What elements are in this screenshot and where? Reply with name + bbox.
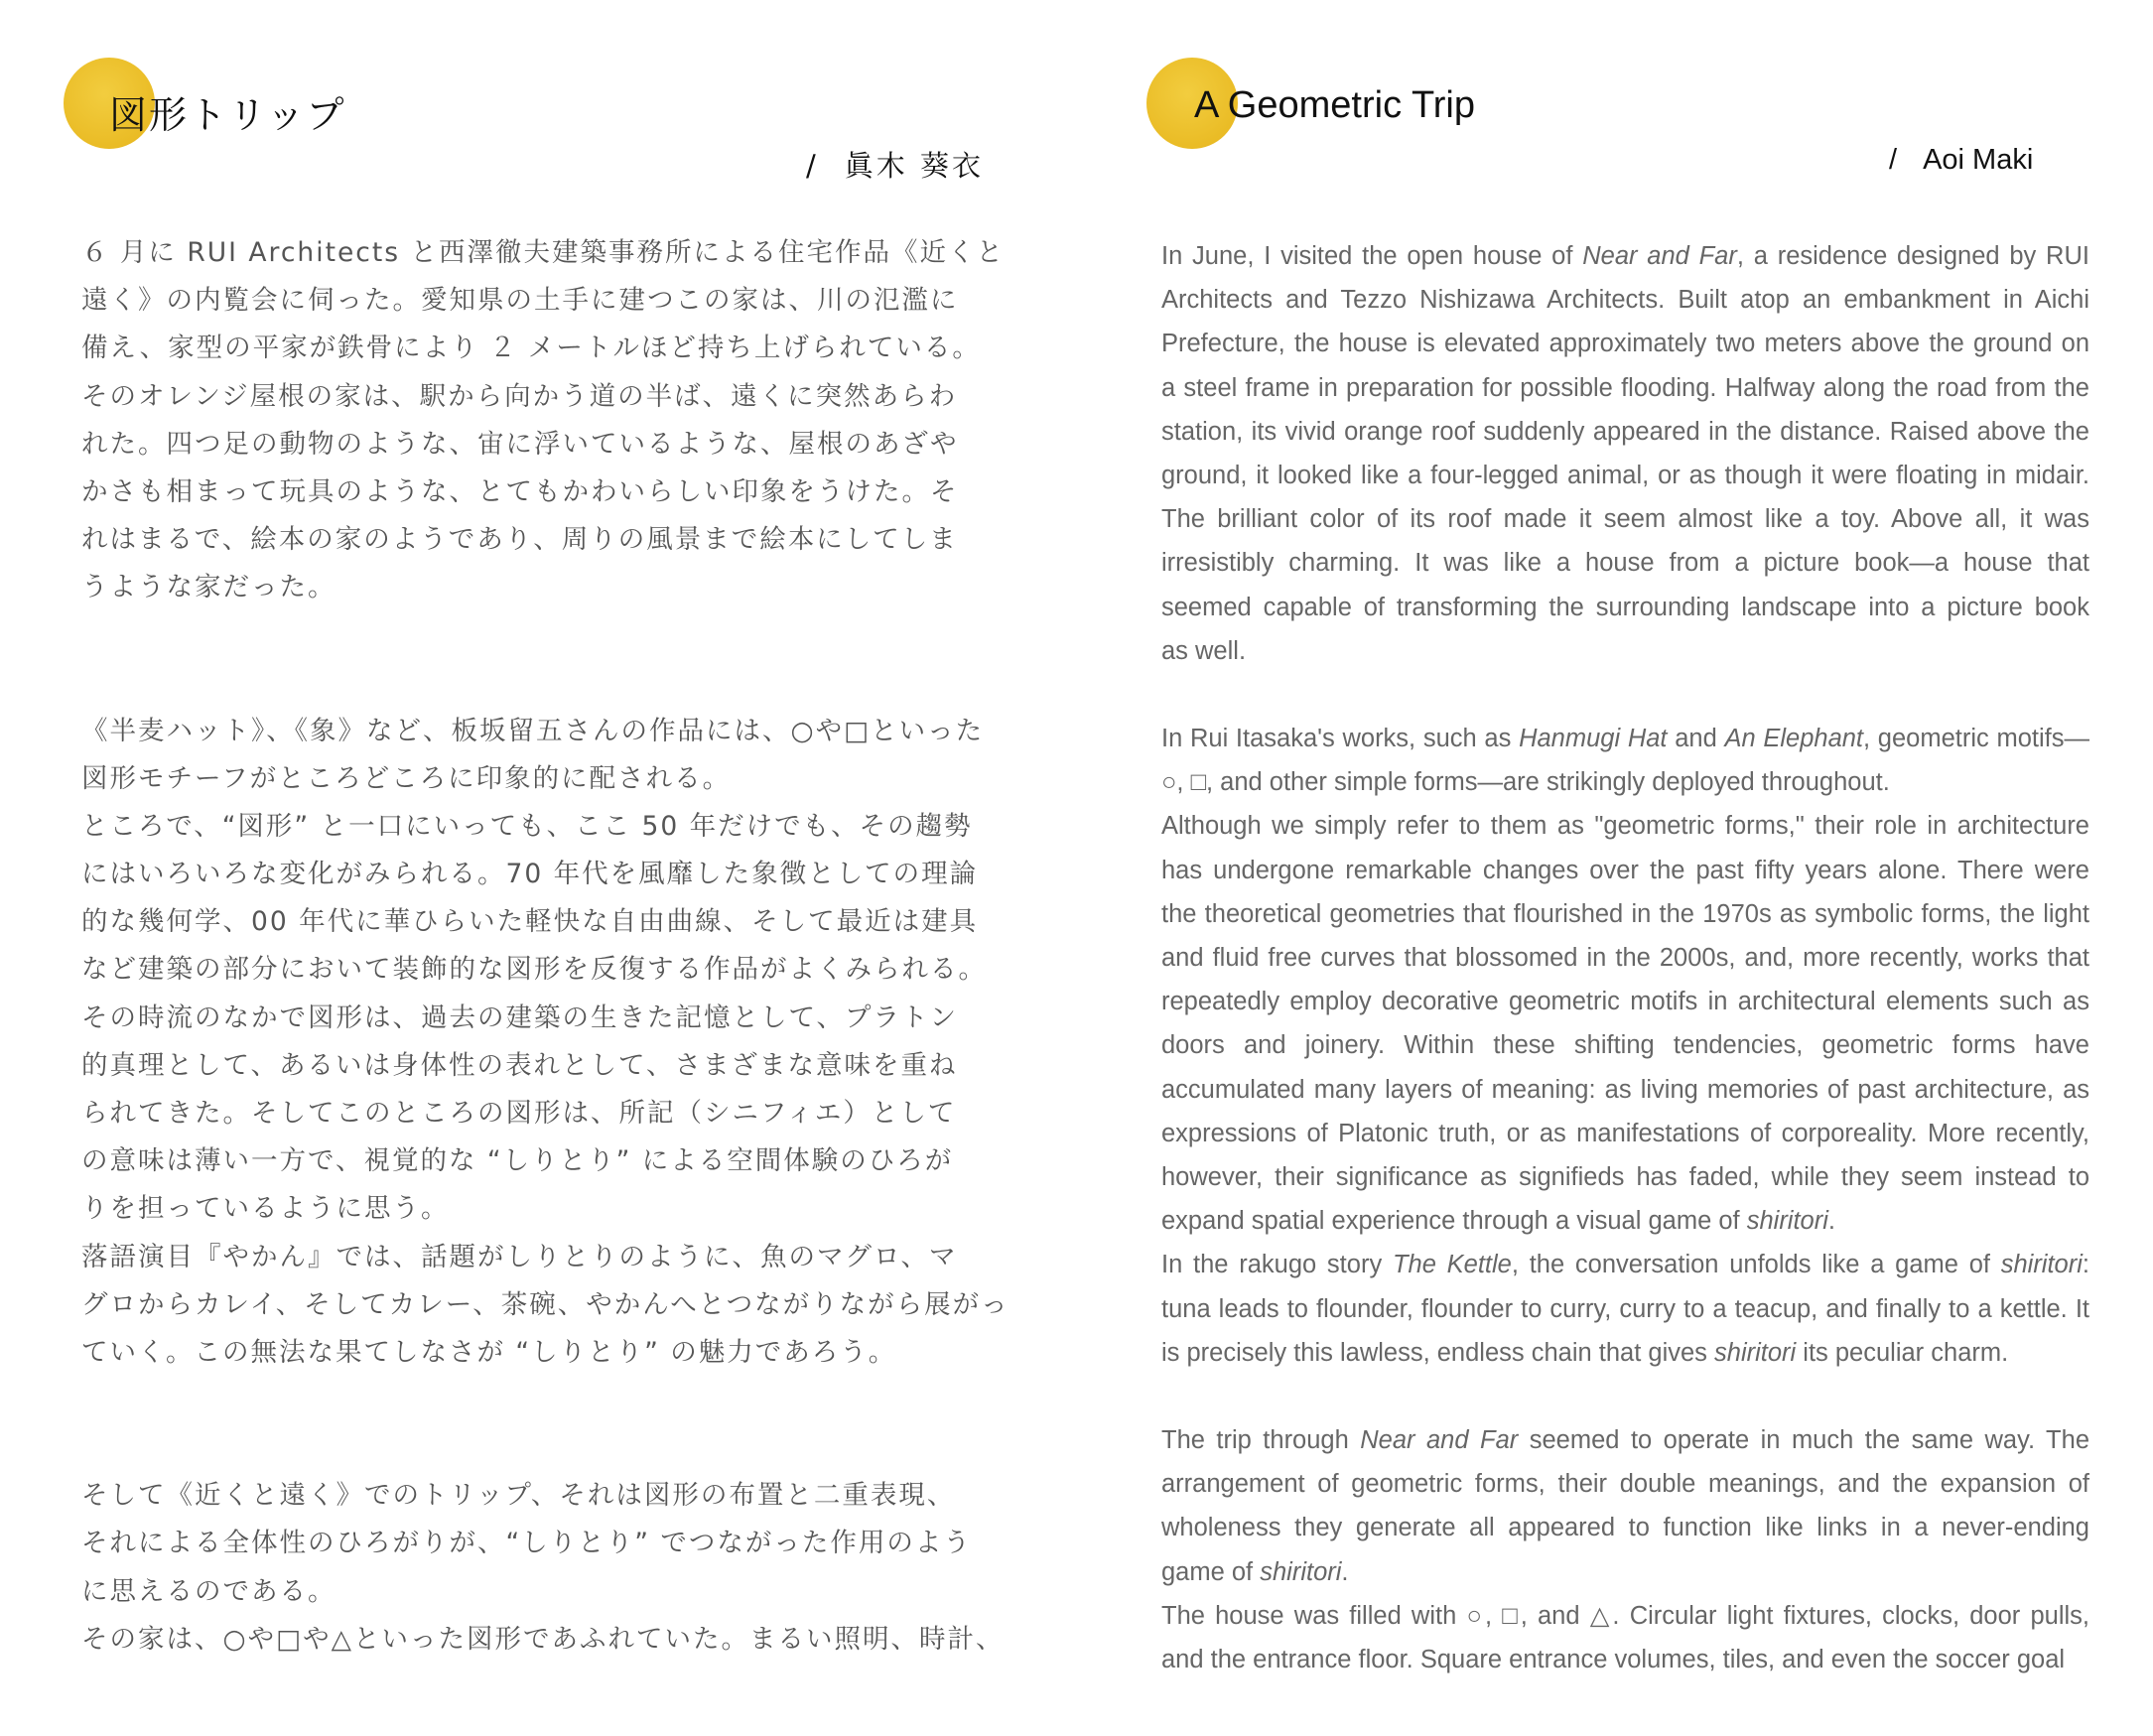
english-text-line: [1161, 936, 2089, 980]
text-run: In Rui Itasaka's works, such as: [1161, 725, 1520, 753]
text-run: , the conversation unfolds like a game of: [1511, 1251, 2001, 1279]
italic-title-text: Near and Far: [1582, 242, 1737, 270]
text-run: seemed capable of transforming the surrounding landscape into a picture book: [1161, 593, 2089, 621]
text-run: In the rakugo story: [1161, 1251, 1393, 1279]
english-title: A Geometric Trip: [1194, 84, 1475, 126]
text-run: , geometric motifs—: [1863, 725, 2089, 753]
text-run: tuna leads to flounder, flounder to curry, curry to a teacup, and finally to a kettle. It: [1161, 1294, 2089, 1323]
english-text-line: [1161, 410, 2089, 454]
italic-title-text: shiritori: [1714, 1338, 1797, 1367]
italic-title-text: shiritori: [1746, 1207, 1828, 1236]
english-text-line: [1161, 804, 2089, 848]
english-text-line: [1161, 980, 2089, 1023]
text-run: Architects and Tezzo Nishizawa Architects. Built atop an embankment in Aichi: [1161, 286, 2089, 315]
japanese-text-line: その家は、○や□や△といった図形であふれていた。まるい照明、時計、: [81, 1623, 1005, 1655]
text-run: and fluid free curves that blossomed in the 2000s, and, more recently, works that: [1161, 944, 2089, 972]
english-text-line: [1161, 278, 2089, 322]
text-run: , a residence designed by RUI: [1736, 242, 2089, 270]
text-run: ○, □, and other simple forms—are strikingly deployed throughout.: [1161, 768, 1890, 797]
japanese-text-line: れた。四つ足の動物のような、宙に浮いているような、屋根のあざや: [81, 428, 959, 460]
text-run: and: [1667, 725, 1725, 753]
japanese-text-line: ところで、“図形” と一口にいっても、ここ 50 年だけでも、その趨勢: [81, 810, 973, 842]
english-body-text: [1161, 234, 2089, 1681]
japanese-text-line: うような家だった。: [81, 572, 336, 603]
english-author-name: Aoi Maki: [1923, 144, 2034, 176]
text-run: .: [1341, 1557, 1349, 1586]
japanese-text-line: ていく。この無法な果てしなさが “しりとり” の魅力であろう。: [81, 1336, 897, 1368]
text-run: station, its vivid orange roof suddenly appeared in the distance. Raised above the: [1161, 417, 2089, 446]
text-run: Although we simply refer to them as "geometric forms," their role in architecture: [1161, 812, 2089, 841]
japanese-text-line: その時流のなかで図形は、過去の建築の生きた記憶として、プラトン: [81, 1002, 958, 1033]
english-text-line: [1161, 1287, 2089, 1331]
english-text-line: [1161, 366, 2089, 410]
english-text-line: [1161, 1023, 2089, 1067]
english-text-line: [1161, 586, 2089, 629]
text-run: :: [2082, 1251, 2089, 1279]
text-run: irresistibly charming. It was like a house from a picture book—a house that: [1161, 549, 2089, 578]
text-run: the theoretical geometries that flourished in the 1970s as symbolic forms, the light: [1161, 899, 2089, 928]
english-text-line: [1161, 1418, 2089, 1462]
english-text-line: [1161, 1638, 2089, 1681]
japanese-text-line: 的真理として、あるいは身体性の表れとして、さまざまな意味を重ね: [81, 1049, 958, 1081]
english-text-line: [1161, 1199, 2089, 1243]
text-run: seemed to operate in much the same way. The: [1518, 1426, 2089, 1455]
japanese-text-line: ６ 月に RUI Architects と西澤徹夫建築事務所による住宅作品《近くと: [81, 237, 1005, 268]
english-text-line: [1161, 717, 2089, 760]
english-text-line: [1161, 322, 2089, 365]
japanese-author: / 眞木 葵衣: [806, 149, 984, 183]
text-run: its peculiar charm.: [1796, 1338, 2009, 1367]
text-run: In June, I visited the open house of: [1161, 242, 1583, 270]
text-run: as well.: [1161, 636, 1247, 665]
english-text-line: [1161, 541, 2089, 585]
japanese-text-line: にはいろいろな変化がみられる。70 年代を風靡した象徴としての理論: [81, 859, 979, 890]
english-text-line: [1161, 1068, 2089, 1112]
text-run: expand spatial experience through a visual game of: [1161, 1207, 1747, 1236]
text-run: is precisely this lawless, endless chain that gives: [1161, 1338, 1715, 1367]
text-run: The trip through: [1161, 1426, 1361, 1455]
italic-title-text: The Kettle: [1392, 1251, 1512, 1279]
text-run: arrangement of geometric forms, their double meanings, and the expansion of: [1161, 1470, 2089, 1499]
italic-title-text: Hanmugi Hat: [1519, 725, 1668, 753]
text-run: game of: [1161, 1557, 1261, 1586]
english-text-line: [1161, 1550, 2089, 1594]
japanese-text-line: それによる全体性のひろがりが、“しりとり” でつながった作用のよう: [81, 1528, 972, 1559]
japanese-text-line: に思えるのである。: [81, 1575, 336, 1607]
text-run: wholeness they generate all appeared to function like links in a never-ending: [1161, 1514, 2089, 1542]
japanese-text-line: そして《近くと遠く》でのトリップ、それは図形の布置と二重表現、: [81, 1480, 956, 1512]
english-author: / Aoi Maki: [1889, 144, 2034, 176]
japanese-text-line: など建築の部分において装飾的な図形を反復する作品がよくみられる。: [81, 954, 987, 986]
japanese-text-line: グロからカレイ、そしてカレー、茶碗、やかんへとつながりながら展がっ: [81, 1288, 1009, 1320]
italic-title-text: An Elephant: [1724, 725, 1864, 753]
japanese-text-line: 落語演目『やかん』では、話題がしりとりのように、魚のマグロ、マ: [81, 1241, 958, 1272]
text-run: and the entrance floor. Square entrance volumes, tiles, and even the soccer goal: [1161, 1646, 2066, 1673]
text-run: Prefecture, the house is elevated approximately two meters above the ground on: [1161, 330, 2089, 358]
italic-title-text: shiritori: [1260, 1557, 1342, 1586]
text-run: a steel frame in preparation for possible flooding. Halfway along the road from the: [1161, 373, 2089, 402]
japanese-text-line: そのオレンジ屋根の家は、駅から向かう道の半ば、遠くに突然あらわ: [81, 380, 958, 412]
text-run: has undergone remarkable changes over the past fifty years alone. There were: [1161, 856, 2089, 884]
english-text-line: [1161, 497, 2089, 541]
japanese-text-line: られてきた。そしてこのところの図形は、所記（シニフィエ）として: [81, 1098, 957, 1129]
italic-title-text: Near and Far: [1360, 1426, 1519, 1455]
text-run: expressions of Platonic truth, or as manifestations of corporeality. More recently,: [1161, 1119, 2089, 1147]
italic-title-text: shiritori: [2000, 1251, 2083, 1279]
english-text-line: [1161, 1594, 2089, 1638]
english-text-line: [1161, 1506, 2089, 1549]
english-text-line: [1161, 1243, 2089, 1286]
japanese-text-line: 的な幾何学、00 年代に華ひらいた軽快な自由曲線、そして最近は建具: [81, 906, 979, 938]
japanese-title: 図形トリップ: [109, 93, 346, 137]
english-text-line: [1161, 1155, 2089, 1199]
text-run: accumulated many layers of meaning: as living memories of past architecture, as: [1161, 1075, 2089, 1104]
japanese-text-line: の意味は薄い一方で、視覚的な “しりとり” による空間体験のひろが: [81, 1145, 954, 1177]
text-run: repeatedly employ decorative geometric motifs in architectural elements such as: [1161, 988, 2089, 1016]
english-text-line: [1161, 1112, 2089, 1155]
japanese-body-text: [81, 229, 1009, 1664]
japanese-text-line: 図形モチーフがところどころに印象的に配される。: [81, 762, 732, 794]
japanese-text-line: かさも相まって玩具のような、とてもかわいらしい印象をうけた。そ: [81, 475, 959, 507]
english-text-line: [1161, 760, 2089, 804]
english-text-line: [1161, 1462, 2089, 1506]
english-text-line: [1161, 629, 2089, 673]
text-run: The house was filled with ○, □, and △. Circular light fixtures, clocks, door pulls,: [1161, 1601, 2089, 1630]
japanese-text-line: れはまるで、絵本の家のようであり、周りの風景まで絵本にしてしま: [81, 524, 958, 556]
japanese-text-line: 《半麦ハット》、《象》など、板坂留五さんの作品には、○や□といった: [81, 715, 985, 746]
english-text-line: [1161, 1331, 2089, 1375]
text-run: doors and joinery. Within these shifting tendencies, geometric forms have: [1161, 1031, 2089, 1060]
japanese-text-line: りを担っているように思う。: [81, 1193, 450, 1225]
english-text-line: [1161, 849, 2089, 892]
japanese-text-line: 遠く》の内覧会に伺った。愛知県の土手に建つこの家は、川の氾濫に: [81, 285, 959, 317]
text-run: however, their significance as signifieds has faded, while they seem instead to: [1161, 1162, 2089, 1191]
text-run: .: [1827, 1207, 1835, 1236]
english-text-line: [1161, 454, 2089, 497]
english-text-line: [1161, 892, 2089, 936]
text-run: ground, it looked like a four-legged animal, or as though it were floating in midair.: [1161, 461, 2089, 489]
japanese-text-line: 備え、家型の平家が鉄骨により ２ メートルほど持ち上げられている。: [81, 333, 981, 364]
english-text-line: [1161, 234, 2089, 278]
japanese-author-name: 眞木 葵衣: [844, 149, 984, 183]
text-run: The brilliant color of its roof made it seem almost like a toy. Above all, it was: [1161, 505, 2089, 534]
